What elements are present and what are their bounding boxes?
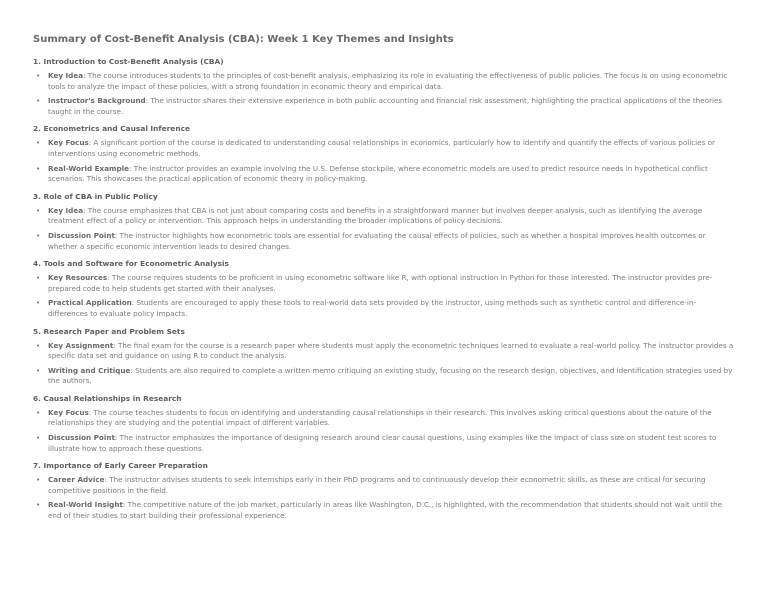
bullet-list: [33, 206, 735, 252]
page-title: Summary of Cost-Benefit Analysis (CBA): Week 1 Key Themes and Insights: [33, 34, 454, 45]
item-text: : The course emphasizes that CBA is not just about comparing costs and benefits in a straightforward manner but involves deeper analysis, such as identifying the average treatment effect of a policy or intervention. This approach helps in understanding the broader implications of policy decisions.: [48, 205, 703, 226]
item-key-label: Key Assignment: [48, 340, 114, 350]
list-item: [33, 96, 735, 117]
section: [33, 393, 735, 454]
section-heading: 5. Research Paper and Problem Sets: [33, 326, 185, 336]
list-item: [33, 475, 735, 496]
section-heading: 7. Importance of Early Career Preparation: [33, 461, 208, 471]
item-text: : The competitive nature of the job market, particularly in areas like Washington, D.C., is highlighted, with the recommendation that students should not wait until the end of their studies to start building their professional experience.: [48, 500, 723, 521]
list-item: [33, 433, 735, 454]
item-text: : A significant portion of the course is dedicated to understanding causal relationships in economics, particularly how to identify and quantify the effects of various policies or interventions using econometric methods.: [48, 138, 715, 158]
item-key-label: Key Resources: [48, 273, 108, 283]
item-text: : The course introduces students to the principles of cost-benefit analysis, emphasizing its role in evaluating the effectiveness of public policies. The focus is on using econometric tools to analyze the impact of these policies, with a strong foundation in economic theory and empirical data.: [48, 71, 728, 91]
section-heading: 1. Introduction to Cost-Benefit Analysis (CBA): [33, 57, 224, 66]
item-text: : The instructor provides an example involving the U.S. Defense stockpile, where econometric models are used to predict resource needs in hypothetical conflict scenarios. This showcases the practical application of economic theory in policy-making.: [48, 163, 708, 184]
item-text: : The course requires students to be proficient in using econometric software like R, with optional instruction in Python for those interested. The instructor provides pre-prepared code to help students get started with their analyses.: [48, 273, 713, 293]
item-key-label: Career Advice: [48, 475, 105, 485]
item-text: : The course teaches students to focus on identifying and understanding causal relationships in their research. This involves asking critical questions about the nature of the relationships they are studying and the potential impact of different variables.: [48, 407, 712, 428]
item-key-label: Key Focus: [48, 138, 89, 148]
item-text: : Students are also required to complete a written memo critiquing an existing study, focusing on the research design, objectives, and identification strategies used by the authors.: [48, 365, 733, 386]
item-key-label: Discussion Point: [48, 230, 115, 240]
list-item: [33, 298, 735, 319]
item-key-label: Instructor's Background: [48, 96, 146, 106]
item-key-label: Real-World Insight: [48, 500, 123, 510]
bullet-list: [33, 273, 735, 319]
bullet-list: [33, 138, 735, 184]
bullet-list: [33, 475, 735, 521]
item-key-label: Writing and Critique: [48, 365, 131, 375]
item-text: : Students are encouraged to apply these tools to real-world data sets provided by the instructor, using methods such as synthetic control and difference-in-differences to evaluate policy impacts.: [48, 298, 697, 318]
item-key-label: Practical Application: [48, 298, 132, 308]
section: [33, 326, 735, 387]
sections-container: [33, 56, 735, 522]
section: [33, 56, 735, 117]
section: [33, 258, 735, 319]
list-item: [33, 273, 735, 294]
item-text: : The instructor shares their extensive experience in both public accounting and financial risk assessment, highlighting the practical applications of the theories taught in the course.: [48, 96, 723, 116]
item-text: : The instructor highlights how econometric tools are essential for evaluating the causal effects of policies, such as whether a hospital improves health outcomes or whether a specific economic intervention leads to desired changes.: [48, 230, 706, 251]
item-key-label: Key Idea: [48, 71, 84, 80]
section-heading: 2. Econometrics and Causal Inference: [33, 124, 190, 134]
item-text: : The instructor advises students to seek internships early in their PhD programs and to continuously develop their econometric skills, as these are critical for securing competitive positions in the field.: [48, 475, 706, 495]
list-item: [33, 366, 735, 387]
item-key-label: Real-World Example: [48, 163, 130, 173]
section: [33, 191, 735, 252]
section-heading: 4. Tools and Software for Econometric Analysis: [33, 259, 229, 269]
item-text: : The final exam for the course is a research paper where students must apply the econometric techniques learned to evaluate a real-world policy. The instructor provides a specific data set and guidance on using R to conduct the analysis.: [48, 340, 734, 361]
list-item: [33, 164, 735, 185]
bullet-list: [33, 71, 735, 117]
section-heading: 3. Role of CBA in Public Policy: [33, 191, 158, 201]
item-key-label: Key Idea: [48, 205, 84, 215]
item-key-label: Key Focus: [48, 407, 89, 417]
section: [33, 123, 735, 184]
bullet-list: [33, 341, 735, 387]
list-item: [33, 408, 735, 429]
list-item: [33, 231, 735, 252]
item-text: : The instructor emphasizes the importance of designing research around clear causal questions, using examples like the impact of class size on student test scores to illustrate how to approach these questions.: [48, 433, 717, 453]
item-key-label: Discussion Point: [48, 433, 115, 443]
bullet-list: [33, 408, 735, 454]
section-heading: 6. Causal Relationships in Research: [33, 393, 182, 403]
list-item: [33, 341, 735, 362]
list-item: [33, 71, 735, 92]
list-item: [33, 500, 735, 521]
section: [33, 460, 735, 521]
list-item: [33, 206, 735, 227]
list-item: [33, 138, 735, 159]
